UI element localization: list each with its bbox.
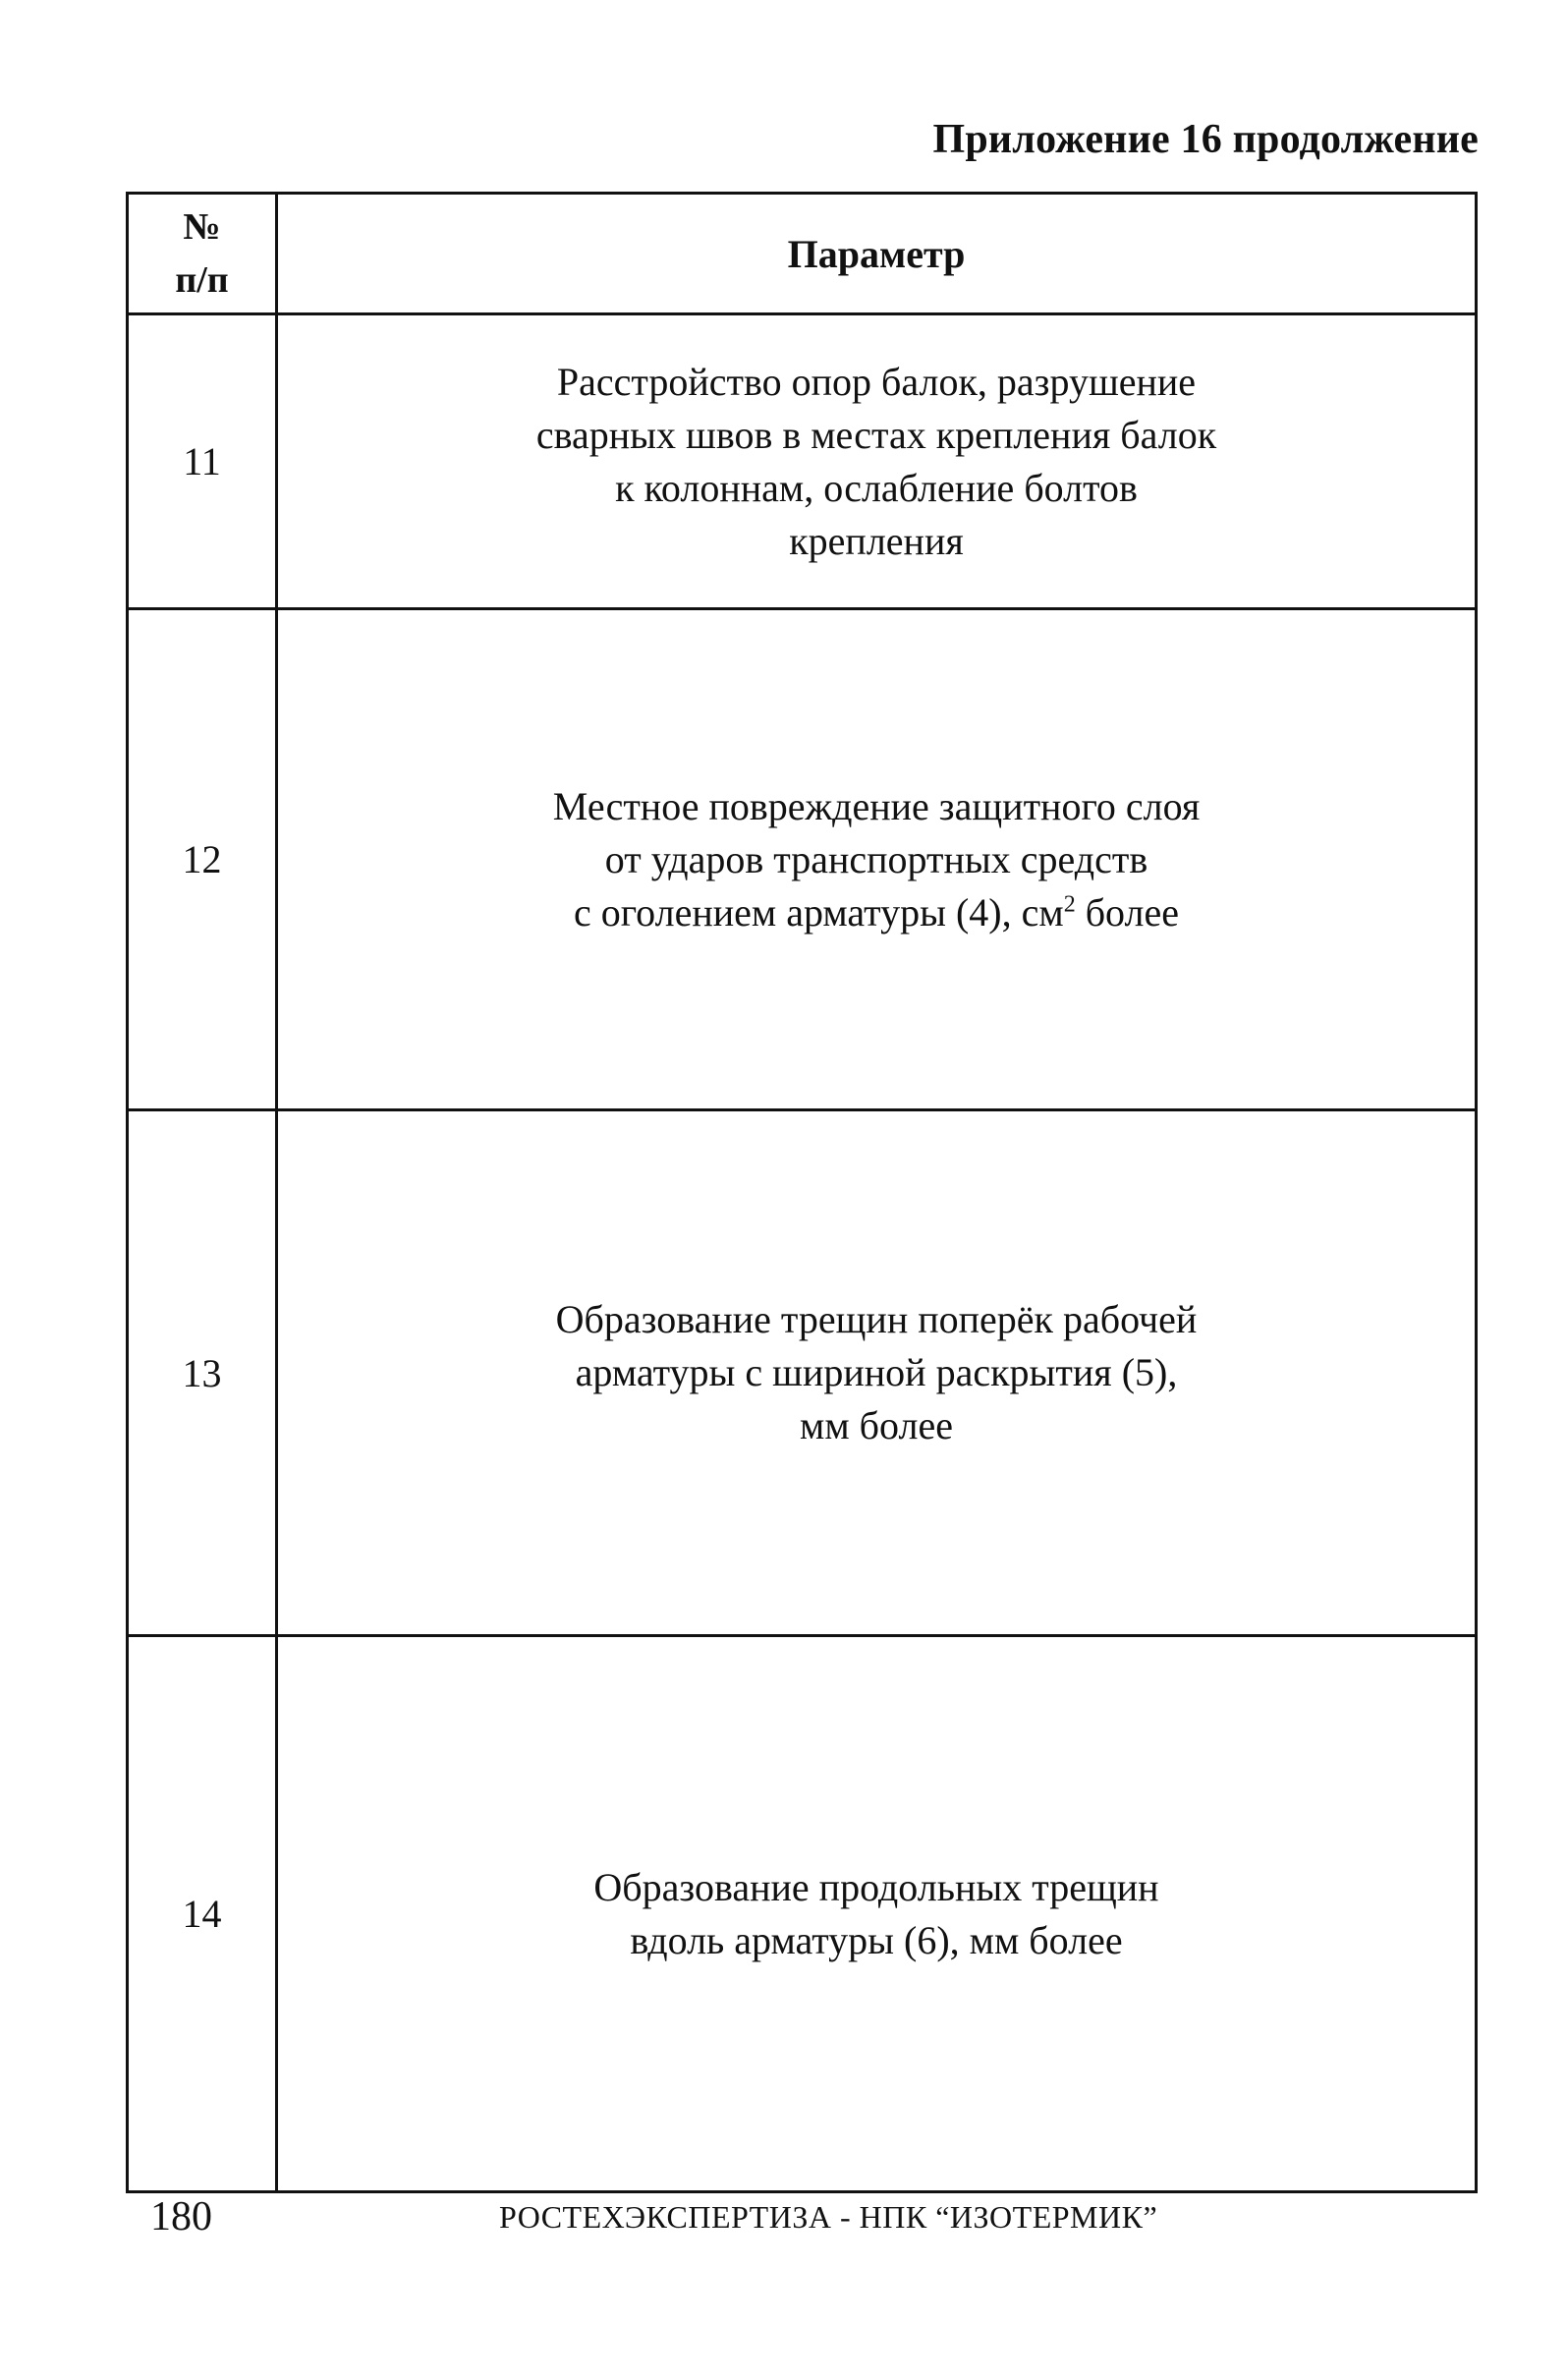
footer-organization: РОСТЕХЭКСПЕРТИЗА - НПК “ИЗОТЕРМИК” bbox=[499, 2199, 1158, 2235]
row-parameter bbox=[277, 314, 1477, 609]
table-header-row bbox=[128, 194, 1477, 314]
row-parameter bbox=[277, 1110, 1477, 1636]
row-parameter-text bbox=[553, 780, 1200, 939]
appendix-heading: Приложение 16 продолжение bbox=[932, 117, 1479, 162]
row-parameter-tail: более bbox=[1075, 889, 1179, 935]
table-row bbox=[128, 609, 1477, 1110]
row-number: 13 bbox=[128, 1110, 277, 1636]
row-parameter-text: Образование продольных трещин вдоль арматуры (6), мм более bbox=[593, 1864, 1159, 1962]
row-number: 14 bbox=[128, 1636, 277, 2192]
row-parameter bbox=[277, 1636, 1477, 2192]
table-row bbox=[128, 1636, 1477, 2192]
row-parameter-main: Местное повреждение защитного слоя от ударов транспортных средств с оголением арматуры (4), см bbox=[552, 783, 1201, 935]
parameter-column-header: Параметр bbox=[277, 194, 1477, 314]
row-number: 11 bbox=[128, 314, 277, 609]
number-column-header-label: № п/п bbox=[175, 206, 229, 301]
table-row bbox=[128, 1110, 1477, 1636]
row-number: 12 bbox=[128, 609, 277, 1110]
row-parameter-text: Расстройство опор балок, разрушение сварных швов в местах крепления балок к колоннам, ослабление болтов крепления bbox=[535, 359, 1217, 563]
row-parameter bbox=[277, 609, 1477, 1110]
row-parameter-superscript: 2 bbox=[1063, 891, 1076, 918]
number-column-header bbox=[128, 194, 277, 314]
page-number: 180 bbox=[150, 2194, 212, 2239]
parameters-table bbox=[126, 192, 1478, 2193]
table-row bbox=[128, 314, 1477, 609]
row-parameter-text: Образование трещин поперёк рабочей арматуры с шириной раскрытия (5), мм более bbox=[555, 1297, 1198, 1447]
